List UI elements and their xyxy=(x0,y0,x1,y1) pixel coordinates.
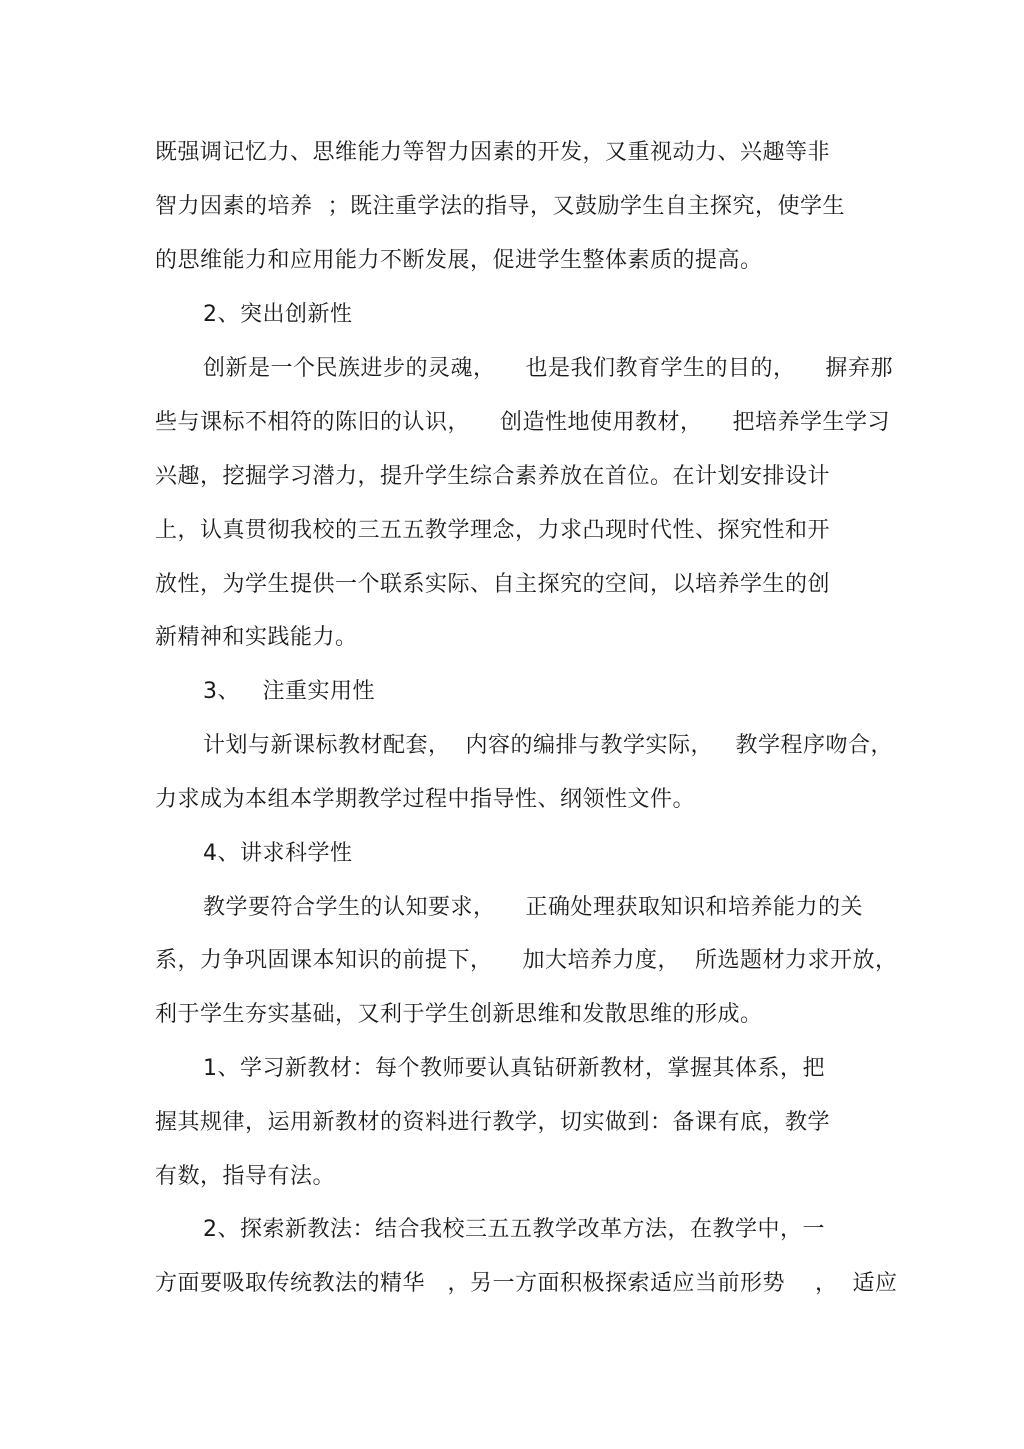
text-line: 利于学生夯实基础，又利于学生创新思维和发散思维的形成。 xyxy=(155,1002,763,1027)
section-heading: 2、突出创新性 xyxy=(203,302,353,327)
section-heading: 3、 注重实用性 xyxy=(203,679,375,704)
text-line: 些与课标不相符的陈旧的认识， 创造性地使用教材， 把培养学生学习 xyxy=(155,410,890,435)
text-line: 兴趣，挖掘学习潜力，提升学生综合素养放在首位。在计划安排设计 xyxy=(155,464,831,489)
text-line: 2、探索新教法：结合我校三五五教学改革方法，在教学中，一 xyxy=(203,1217,825,1242)
text-line: 有数，指导有法。 xyxy=(155,1164,336,1189)
text-line: 握其规律，运用新教材的资料进行教学，切实做到：备课有底，教学 xyxy=(155,1110,831,1135)
text-line: 力求成为本组本学期教学过程中指导性、纲领性文件。 xyxy=(155,787,696,812)
text-line: 创新是一个民族进步的灵魂， 也是我们教育学生的目的， 摒弃那 xyxy=(203,356,893,381)
section-heading: 4、讲求科学性 xyxy=(203,841,353,866)
text-line: 计划与新课标教材配套， 内容的编排与教学实际， 教学程序吻合， xyxy=(203,733,893,758)
text-line: 教学要符合学生的认知要求， 正确处理获取知识和培养能力的关 xyxy=(203,895,863,920)
text-line: 1、学习新教材：每个教师要认真钻研新教材，掌握其体系，把 xyxy=(203,1056,825,1081)
text-line: 的思维能力和应用能力不断发展，促进学生整体素质的提高。 xyxy=(155,248,763,273)
text-line: 放性，为学生提供一个联系实际、自主探究的空间，以培养学生的创 xyxy=(155,572,831,597)
text-line: 新精神和实践能力。 xyxy=(155,625,358,650)
text-line: 智力因素的培养 ；既注重学法的指导，又鼓励学生自主探究，使学生 xyxy=(155,194,845,219)
text-line: 既强调记忆力、思维能力等智力因素的开发，又重视动力、兴趣等非 xyxy=(155,140,831,165)
text-line: 上，认真贯彻我校的三五五教学理念，力求凸现时代性、探究性和开 xyxy=(155,518,831,543)
text-line: 系，力争巩固课本知识的前提下， 加大培养力度， 所选题材力求开放， xyxy=(155,948,898,973)
text-line: 方面要吸取传统教法的精华 ，另一方面积极探索适应当前形势 ， 适应 xyxy=(155,1271,898,1296)
